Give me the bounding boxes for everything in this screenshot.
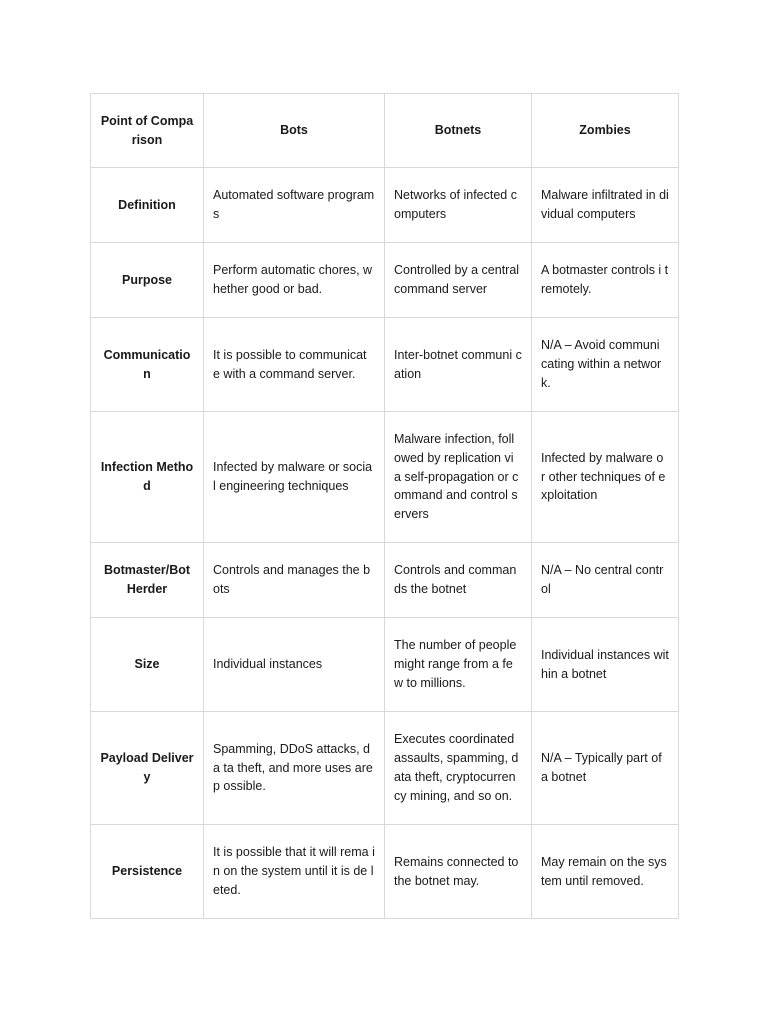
row-label: Persistence (91, 825, 204, 919)
table-row (91, 825, 679, 919)
cell-zombies: N/A – No central control (532, 543, 679, 618)
table-row (91, 168, 679, 243)
table-row (91, 318, 679, 412)
row-label: Botmaster/Bot Herder (91, 543, 204, 618)
row-label: Communication (91, 318, 204, 412)
comparison-table (90, 93, 679, 919)
row-label: Definition (91, 168, 204, 243)
header-bots: Bots (204, 94, 385, 168)
table-row (91, 243, 679, 318)
table-row (91, 412, 679, 543)
cell-bots: Controls and manages the bots (204, 543, 385, 618)
cell-zombies: Individual instances within a botnet (532, 618, 679, 712)
table-row (91, 543, 679, 618)
cell-botnets: Malware infection, foll owed by replication vi a self-propagation or c ommand and control s ervers (385, 412, 532, 543)
cell-zombies: Infected by malware o r other techniques of exploitation (532, 412, 679, 543)
row-label: Purpose (91, 243, 204, 318)
cell-bots: Automated software programs (204, 168, 385, 243)
cell-botnets: Executes coordinated assaults, spamming, d ata theft, cryptocurren cy mining, and so on. (385, 712, 532, 825)
cell-botnets: Controls and comman ds the botnet (385, 543, 532, 618)
cell-botnets: Inter-botnet communi cation (385, 318, 532, 412)
row-label: Payload Delivery (91, 712, 204, 825)
cell-zombies: A botmaster controls i t remotely. (532, 243, 679, 318)
row-label: Size (91, 618, 204, 712)
cell-zombies: May remain on the sys tem until removed. (532, 825, 679, 919)
cell-botnets: Networks of infected computers (385, 168, 532, 243)
cell-bots: Individual instances (204, 618, 385, 712)
cell-bots: It is possible that it will rema in on the system until it is de leted. (204, 825, 385, 919)
header-point-of-comparison: Point of Comparison (91, 94, 204, 168)
cell-botnets: Controlled by a central command server (385, 243, 532, 318)
cell-botnets: The number of people might range from a fe w to millions. (385, 618, 532, 712)
cell-bots: It is possible to communicat e with a command server. (204, 318, 385, 412)
header-botnets: Botnets (385, 94, 532, 168)
table-header-row (91, 94, 679, 168)
cell-bots: Infected by malware or socia l engineering techniques (204, 412, 385, 543)
cell-zombies: N/A – Avoid communi cating within a networ k. (532, 318, 679, 412)
cell-zombies: N/A – Typically part of a botnet (532, 712, 679, 825)
cell-zombies: Malware infiltrated in dividual computers (532, 168, 679, 243)
table-row (91, 712, 679, 825)
cell-bots: Spamming, DDoS attacks, da ta theft, and more uses are p ossible. (204, 712, 385, 825)
table-row (91, 618, 679, 712)
header-zombies: Zombies (532, 94, 679, 168)
cell-botnets: Remains connected to the botnet may. (385, 825, 532, 919)
cell-bots: Perform automatic chores, whether good or bad. (204, 243, 385, 318)
row-label: Infection Method (91, 412, 204, 543)
